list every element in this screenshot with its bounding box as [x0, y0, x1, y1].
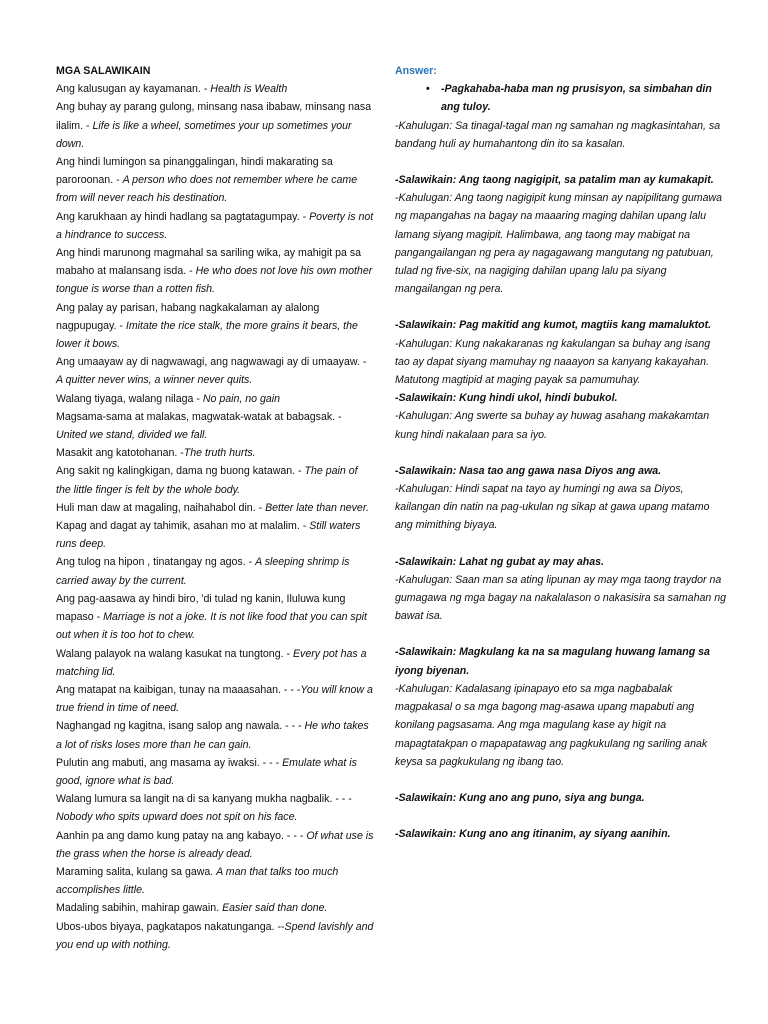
salawikain-text: -Salawikain: Ang taong nagigipit, sa patalim man ay kumakapit.: [395, 174, 714, 187]
proverb-english: A quitter never wins, a winner never quits.: [56, 374, 253, 387]
proverb-entry: [56, 299, 374, 354]
proverb-english: Emulate what is good, ignore what is bad.: [56, 756, 357, 787]
spacer: [395, 298, 727, 316]
proverb-english: Nobody who spits upward does not spit on his face.: [56, 811, 298, 824]
proverb-english: The truth hurts.: [183, 447, 256, 460]
meaning-text: -Kahulugan: Sa tinagal-tagal man ng samahan ng magkasintahan, sa bandang huli ay humahantong din ito sa kasalan.: [395, 119, 721, 150]
meaning-text: -Kahulugan: Ang swerte sa buhay ay huwag asahang makakamtan kung hindi nakalaan para sa iyo.: [395, 410, 710, 441]
meaning-text: -Kahulugan: Hindi sapat na tayo ay humingi ng awa sa Diyos, kailangan din natin na pag-ukulan ng sikap at gawa upang matamo ang mimithing biyaya.: [395, 483, 710, 532]
proverb-filipino: Pulutin ang mabuti, ang masama ay iwaksi. - - -: [56, 756, 283, 769]
proverb-english: A person who does not remember where he came from will never reach his destination.: [56, 174, 358, 205]
answer-bullet: [395, 80, 727, 116]
proverb-filipino: Magsama-sama at malakas, magwatak-watak at babagsak. -: [56, 410, 342, 423]
proverb-block: [395, 825, 727, 843]
proverb-filipino: Ang umaayaw ay di nagwawagi, ang nagwawagi ay di umaayaw. -: [56, 356, 367, 369]
spacer: [395, 807, 727, 825]
salawikain-text: -Salawikain: Kung ano ang itinanim, ay siyang aanihin.: [395, 828, 671, 841]
proverb-english: Marriage is not a joke. It is not like food that you can spit out when it is too hot to chew.: [56, 611, 367, 642]
proverb-filipino: Ang buhay ay parang gulong, minsang nasa ibabaw, minsang nasa ilalim. -: [56, 101, 372, 132]
proverb-english: He who does not love his own mother tongue is worse than a rotten fish.: [56, 265, 373, 296]
proverb-entry: [56, 390, 374, 408]
proverb-entry: [56, 462, 374, 498]
proverb-filipino: Ang tulog na hipon , tinatangay ng agos. -: [56, 556, 256, 569]
proverb-filipino: Walang palayok na walang kasukat na tungtong. -: [56, 647, 293, 660]
salawikain-text: -Salawikain: Magkulang ka na sa magulang huwang lamang sa iyong biyenan.: [395, 646, 710, 677]
proverb-english: Of what use is the grass when the horse is already dead.: [56, 829, 374, 860]
proverb-filipino: Ubos-ubos biyaya, pagkatapos nakatunganga. --: [56, 920, 285, 933]
proverb-entry: [56, 208, 374, 244]
salawikain-text: -Salawikain: Nasa tao ang gawa nasa Diyos ang awa.: [395, 464, 662, 477]
proverb-filipino: Kapag and dagat ay tahimik, asahan mo at malalim. -: [56, 520, 310, 533]
salawikain-text: -Salawikain: Lahat ng gubat ay may ahas.: [395, 555, 604, 568]
proverb-english: Better late than never.: [265, 501, 369, 514]
proverb-english: Imitate the rice stalk, the more grains it bears, the lower it bows.: [56, 319, 358, 351]
proverb-entry: [56, 645, 374, 681]
proverb-filipino: Ang hindi lumingon sa pinanggalingan, hindi makarating sa paroroonan. -: [56, 156, 333, 187]
proverb-english: No pain, no gain: [202, 392, 280, 405]
proverb-filipino: Ang sakit ng kalingkigan, dama ng buong katawan. -: [56, 465, 305, 478]
proverb-filipino: Ang pag-aasawa ay hindi biro, 'di tulad ng kanin, Iluluwa kung mapaso -: [56, 592, 346, 624]
bullet-text: -Pagkahaba-haba man ng prusisyon, sa simbahan din ang tuloy.: [441, 83, 712, 114]
proverb-entry: [56, 499, 374, 517]
proverb-block: [395, 316, 727, 389]
proverb-entry: [56, 681, 374, 717]
proverb-entry: [56, 98, 374, 153]
salawikain-text: -Salawikain: Kung ano ang puno, siya ang bunga.: [395, 791, 645, 804]
meaning-text: -Kahulugan: Kadalasang ipinapayo eto sa mga nagbabalak magpakasal o sa mga bagong mag-asawa upang mapabuti ang konilang pagsasama. Ang mga magulang kase ay higit na mapagtatakpan o mapapatawag ang pagkukulang ng sariling anak keysa sa pagkukulang ng ibang tao.: [395, 682, 708, 768]
spacer: [395, 625, 727, 643]
proverb-entry: [56, 918, 374, 954]
salawikain-text: -Salawikain: Kung hindi ukol, hindi bubukol.: [395, 392, 618, 405]
proverb-filipino: Ang karukhaan ay hindi hadlang sa pagtatagumpay. -: [56, 210, 310, 223]
document-title: MGA SALAWIKAIN: [56, 65, 151, 77]
proverb-filipino: Ang kalusugan ay kayamanan. -: [56, 83, 211, 96]
proverb-filipino: Maraming salita, kulang sa gawa.: [56, 865, 217, 878]
proverb-entry: [56, 517, 374, 553]
proverb-block: [395, 462, 727, 535]
proverb-entry: [56, 754, 374, 790]
meaning-text: -Kahulugan: Saan man sa ating lipunan ay may mga taong traydor na gumagawa ng mga bagay na nakalalason o nakasisira sa samahan ng bawat isa.: [395, 573, 726, 623]
proverb-block: [395, 789, 727, 807]
salawikain-text: -Salawikain: Pag makitid ang kumot, magtiis kang mamaluktot.: [395, 319, 712, 332]
proverb-entry: [56, 590, 374, 645]
proverb-entry: [56, 244, 374, 299]
proverb-entry: [56, 153, 374, 208]
bullet-dot-icon: •: [426, 83, 430, 96]
spacer: [395, 771, 727, 789]
proverb-english: A sleeping shrimp is carried away by the current.: [56, 556, 350, 587]
right-column: [395, 62, 727, 843]
proverb-filipino: Naghangad ng kagitna, isang salop ang nawala. - - -: [56, 720, 305, 733]
proverb-entry: [56, 80, 374, 98]
proverb-block: [395, 171, 727, 298]
proverb-entry: [56, 790, 374, 826]
proverb-entry: [56, 408, 374, 444]
proverb-entry: [56, 553, 374, 589]
proverb-english: Health is Wealth: [210, 83, 288, 96]
proverb-english: You will know a true friend in time of need.: [56, 683, 373, 715]
proverb-english: Life is like a wheel, sometimes your up sometimes your down.: [56, 119, 352, 150]
proverb-block: [395, 643, 727, 770]
proverb-entry: [56, 353, 374, 389]
proverb-filipino: Ang hindi marunong magmahal sa sariling wika, ay mahigit pa sa mabaho at malansang isda. -: [56, 247, 362, 278]
proverb-english: Still waters runs deep.: [56, 520, 361, 551]
proverb-entry: [56, 717, 374, 753]
proverb-filipino: Walang tiyaga, walang nilaga -: [56, 392, 203, 405]
proverb-english: Spend lavishly and you end up with nothing.: [56, 920, 374, 951]
proverb-filipino: Walang lumura sa langit na di sa kanyang mukha nagbalik. - - -: [56, 793, 352, 806]
meaning-block: [395, 117, 727, 153]
spacer: [395, 444, 727, 462]
left-column: [56, 62, 374, 954]
proverb-english: Easier said than done.: [222, 902, 328, 915]
proverb-block: [395, 553, 727, 626]
proverb-entry: [56, 899, 374, 917]
proverb-entry: [56, 863, 374, 899]
meaning-text: -Kahulugan: Ang taong nagigipit kung minsan ay napipilitang gumawa ng mapangahas na bagay na maaaring maging dahilan upang lalu lamang siyang magipit. Halimbawa, ang taong may mabigat na pangangailangan ng pera ay nagagawang mangutang ng patubuan, tulad ng five-six, na nagiging dahilan upang lalu pa siyang mangailangan ng pera.: [395, 192, 723, 296]
proverb-filipino: Ang matapat na kaibigan, tunay na maaasahan. - - -: [56, 683, 301, 696]
proverb-english: A man that talks too much accomplishes little.: [56, 865, 339, 897]
answer-label: Answer:: [395, 65, 437, 77]
proverb-filipino: Huli man daw at magaling, naihahabol din. -: [56, 501, 266, 514]
spacer: [395, 535, 727, 553]
proverb-english: United we stand, divided we fall.: [56, 429, 208, 442]
proverb-english: The pain of the little finger is felt by the whole body.: [56, 465, 358, 496]
proverb-entry: [56, 827, 374, 863]
proverb-filipino: Aanhin pa ang damo kung patay na ang kabayo. - - -: [56, 829, 307, 842]
proverb-english: He who takes a lot of risks loses more than he can gain.: [56, 720, 369, 751]
proverb-list: [56, 80, 374, 954]
meaning-text: -Kahulugan: Kung nakakaranas ng kakulangan sa buhay ang isang tao ay dapat siyang mamuhay ng naaayon sa kanyang kakayahan. Matutong magtipid at maging payak sa pamumuhay.: [395, 337, 711, 387]
proverb-block: [395, 389, 727, 444]
proverb-filipino: Masakit ang katotohanan. -: [56, 447, 184, 460]
proverb-entry: [56, 444, 374, 462]
proverb-filipino: Ang palay ay parisan, habang nagkakalaman ay alalong nagpupugay. -: [56, 301, 320, 332]
proverb-english: Poverty is not a hindrance to success.: [56, 210, 374, 241]
proverb-english: Every pot has a matching lid.: [56, 647, 367, 678]
proverb-filipino: Madaling sabihin, mahirap gawain.: [56, 902, 223, 915]
spacer: [395, 153, 727, 171]
